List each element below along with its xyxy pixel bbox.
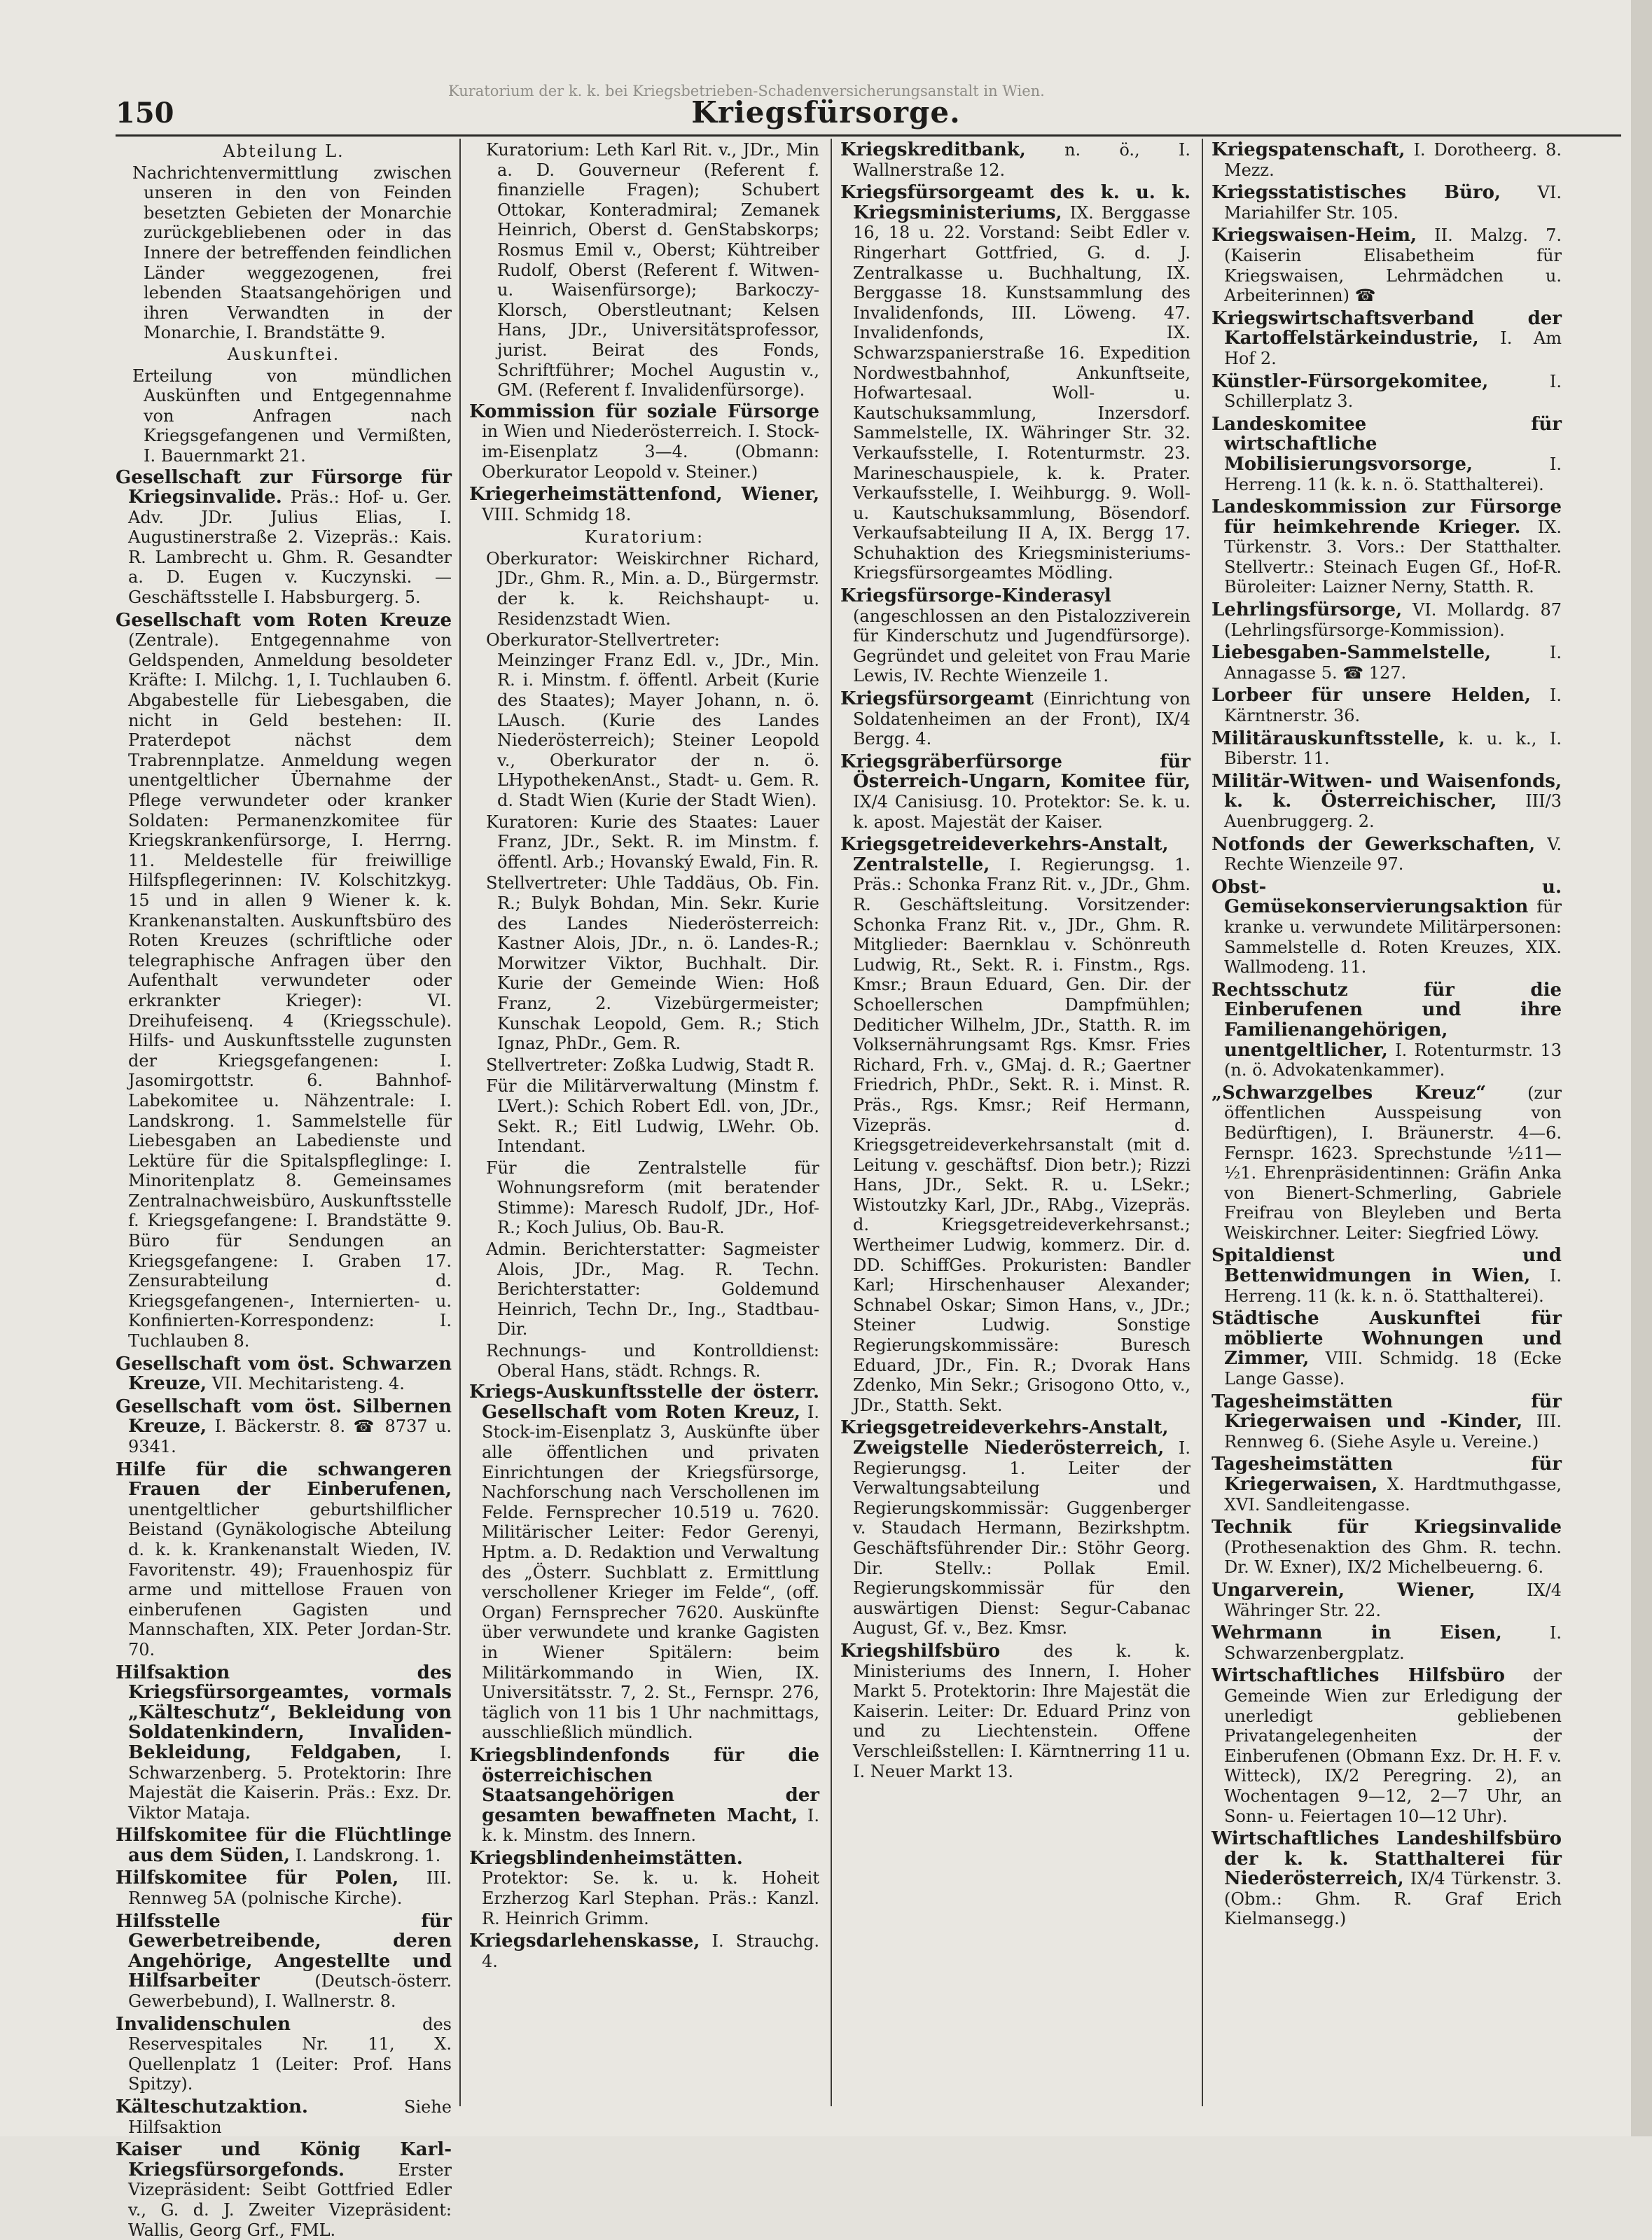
directory-entry xyxy=(1212,1666,1562,1826)
directory-entry xyxy=(116,345,452,365)
entry-heading: Hilfe für die schwangeren Frauen der Einberufenen, xyxy=(116,1459,452,1501)
directory-entry xyxy=(1212,183,1562,223)
entry-text: Erteilung von mündlichen Auskünften und Entgegennahme von Anfragen nach Kriegsgefangenen und Vermißten, I. Bauernmarkt 21. xyxy=(132,366,452,466)
directory-entry xyxy=(116,1460,452,1660)
directory-entry xyxy=(840,1418,1191,1639)
entry-text: Nachrichtenvermittlung zwischen unseren in den von Feinden besetzten Gebieten der Monarchie zurückgebliebenen oder in das Innere der betreffenden feindlichen Länder weggezogenen, frei lebenden Staatsangehörigen und ihren Verwandten in der Monarchie, I. Brandstätte 9. xyxy=(132,162,452,343)
entry-text: des k. k. Ministeriums des Innern, I. Hoher Markt 5. Protektorin: Ihre Majestät die Kaiserin. Leiter: Dr. Eduard Prinz von und zu Liechtenstein. Offene Verschleißstellen: I. Kärntnerring 11 u. I. Neuer Markt 13. xyxy=(853,1641,1191,1781)
column-divider xyxy=(831,139,832,2106)
entry-heading: Kommission für soziale Fürsorge xyxy=(469,401,819,422)
entry-text: n. ö., I. Wallnerstraße 12. xyxy=(853,140,1191,180)
directory-entry xyxy=(1212,600,1562,640)
entry-text: IX. Berggasse 16, 18 u. 22. Vorstand: Seibt Edler v. Ringerhart Gottfried, G. d. J. Zentralkasse u. Buchhaltung, IX. Berggasse 18. Kunstsammlung des Invalidenfonds, III. Löweng. 47. Invalidenfonds, IX. Schwarzspanierstraße 16. Expedition Nordwestbahnhof, Ankunftseite, Hofwartesaal. Woll- u. Kautschuksammlung, Inzersdorf. Sammelstelle, IX. Währinger Str. 32. Verkaufsstelle, I. Rotenturmstr. 23. Marineschauspiele, k. k. Prater. Verkaufsstelle, I. Weihburgg. 9. Woll- u. Kautschuksammlung, Bösendorf. Verkaufsabteilung II A, IX. Bergg 17. Schuhaktion des Kriegsministeriums-Kriegsfürsorgeamtes Mödling. xyxy=(853,202,1191,583)
entry-heading: Notfonds der Gewerkschaften, xyxy=(1212,833,1536,855)
entry-text: II. Malzg. 7. (Kaiserin Elisabetheim für Kriegswaisen, Lehrmädchen u. Arbeiterinnen) ☎ xyxy=(1224,225,1562,306)
entry-heading: Kriegsblindenheimstätten. xyxy=(469,1847,743,1869)
directory-entry xyxy=(469,1931,819,1971)
entry-text: I. Landskrong. 1. xyxy=(295,1845,441,1865)
directory-entry xyxy=(1212,980,1562,1080)
entry-heading: Kriegswaisen-Heim, xyxy=(1212,225,1417,246)
entry-heading: Kälteschutzaktion. xyxy=(116,2096,308,2117)
entry-heading: Kriegsstatistisches Büro, xyxy=(1212,182,1501,204)
entry-text: Für die Militärverwaltung (Minstm f. LVert.): Schich Robert Edl. von, JDr., Sekt. R.; Eitl Ludwig, LWehr. Ob. Intendant. xyxy=(486,1076,819,1157)
column-3 xyxy=(840,140,1191,2108)
entry-text: VII. Mechitaristeng. 4. xyxy=(211,1374,405,1394)
directory-entry xyxy=(840,1641,1191,1781)
entry-text: I. Herreng. 11 (k. k. n. ö. Statthalterei). xyxy=(1224,454,1562,494)
entry-heading: Kriegsdarlehenskasse, xyxy=(469,1931,700,1952)
column-divider xyxy=(1202,139,1203,2106)
entry-heading: Kriegsgetreideverkehrs-Anstalt, Zweigstelle Niederösterreich, xyxy=(840,1417,1169,1459)
directory-entry xyxy=(486,1076,819,1156)
directory-entry xyxy=(1212,140,1562,180)
directory-entry xyxy=(1212,497,1562,597)
entry-text: in Wien und Niederösterreich. I. Stock-im-Eisenplatz 3—4. (Obmann: Oberkurator Leopold v. Steiner.) xyxy=(482,422,819,482)
entry-text: I. Regierungsg. 1. Präs.: Schonka Franz Rit. v., JDr., Ghm. R. Geschäftsleitung. Vorsitzender: Schonka Franz Rit. v., JDr., Ghm. R. Mitglieder: Baernklau v. Schönreuth Ludwig, Rt., Sekt. R. i. Finstm., Rgs. Kmsr.; Braun Eduard, Gen. Dir. der Schoellerschen Dampfmühlen; Dediticher Wilhelm, JDr., Statth. R. im Volksernährungsamt Rgs. Kmsr. Fries Richard, Frh. v., GMaj. d. R.; Gaertner Friedrich, PhDr., Sekt. R. i. Minst. R. Präs., Rgs. Kmsr.; Reif Hermann, Vizepräs. d. Kriegsgetreideverkehrsanstalt (mit d. Leitung v. geschäftsf. Dion betr.); Rizzi Hans, JDr., Sekt. R. u. LSekr.; Wistoutzky Karl, JDr., RAbg., Vizepräs. d. Kriegsgetreideverkehrsanst.; Wertheimer Ludwig, kommerz. Dir. d. DD. SchiffGes. Prokuristen: Bandler Karl; Hirschenhauser Alexander; Schnabel Oskar; Simon Hans, v., JDr.; Steiner Ludwig. Sonstige Regierungskommissäre: Buresch Eduard, JDr., Fin. R.; Dvorak Hans Zdenko, Min Sekr.; Grisogono Otto, v., JDr., Statth. Sekt. xyxy=(853,854,1191,1415)
directory-entry xyxy=(1212,1309,1562,1389)
entry-text: (Prothesenaktion des Ghm. R. techn. Dr. W. Exner), IX/2 Michelbeuerng. 6. xyxy=(1224,1537,1562,1578)
directory-entry xyxy=(486,1055,819,1076)
entry-heading: Kriegsblindenfonds für die österreichischen Staatsangehörigen der gesamten bewaffneten Macht, xyxy=(469,1744,819,1826)
column-divider xyxy=(459,139,461,2106)
entry-heading: Kriegerheimstättenfond, Wiener, xyxy=(469,484,819,506)
entry-text: I. Kärntnerstr. 36. xyxy=(1224,686,1562,726)
directory-entry xyxy=(132,366,452,466)
entry-heading: Kriegsgräberfürsorge für Österreich-Ungarn, Komitee für, xyxy=(840,751,1191,793)
entry-heading: Kriegspatenschaft, xyxy=(1212,139,1405,160)
directory-entry xyxy=(486,1341,819,1381)
directory-entry xyxy=(840,752,1191,832)
entry-text: Protektor: Se. k. u. k. Hoheit Erzherzog Karl Stephan. Präs.: Kanzl. R. Heinrich Grimm. xyxy=(482,1868,819,1928)
entry-text: IX/4 Canisiusg. 10. Protektor: Se. k. u. k. apost. Majestät der Kaiser. xyxy=(853,792,1191,832)
entry-text: (Einrichtung von Soldatenheimen an der Front), IX/4 Bergg. 4. xyxy=(853,689,1191,749)
entry-text: (angeschlossen an den Pistalozziverein für Kinderschutz und Jugendfürsorge). Gegründet und geleitet von Frau Marie Lewis, IV. Rechte Wienzeile 1. xyxy=(853,606,1191,686)
directory-entry xyxy=(1212,772,1562,832)
entry-heading: Technik für Kriegsinvalide xyxy=(1212,1517,1562,1538)
directory-entry xyxy=(1212,643,1562,683)
directory-entry xyxy=(469,527,819,548)
entry-heading: Liebesgaben-Sammelstelle, xyxy=(1212,642,1492,664)
directory-entry xyxy=(1212,835,1562,875)
page-number: 150 xyxy=(116,97,174,130)
entry-heading: Kriegs-Auskunftsstelle der österr. Gesellschaft vom Roten Kreuz, xyxy=(469,1382,819,1423)
page-title: Kriegsfürsorge. xyxy=(691,95,961,130)
directory-entry xyxy=(840,689,1191,749)
entry-text: VI. Mollardg. 87 (Lehrlingsfürsorge-Kommission). xyxy=(1224,600,1562,640)
directory-entry xyxy=(1212,1392,1562,1452)
header-rule xyxy=(116,134,1621,137)
directory-entry xyxy=(116,611,452,1351)
entry-heading: Wirtschaftliches Landeshilfsbüro der k. k. Statthalterei für Niederösterreich, xyxy=(1212,1828,1562,1890)
entry-text: VIII. Schmidg. 18 (Ecke Lange Gasse). xyxy=(1224,1349,1562,1389)
running-head: Kuratorium der k. k. bei Kriegsbetrieben-Schadenversicherungsanstalt in Wien. xyxy=(448,83,1045,99)
entry-heading: Kriegshilfsbüro xyxy=(840,1640,1001,1662)
column-4 xyxy=(1212,140,1562,2108)
directory-entry xyxy=(116,2140,452,2240)
entry-heading: Ungarverein, Wiener, xyxy=(1212,1579,1476,1601)
entry-heading: Invalidenschulen xyxy=(116,2013,291,2035)
entry-heading: Kaiser und König Karl-Kriegsfürsorgefonds. xyxy=(116,2139,452,2180)
entry-heading: Kriegsfürsorgeamt des k. u. k. Kriegsministeriums, xyxy=(840,182,1191,223)
directory-entry xyxy=(116,1354,452,1394)
directory-entry xyxy=(1212,877,1562,978)
entry-heading: Kriegskreditbank, xyxy=(840,139,1026,160)
entry-text: unentgeltlicher geburtshilflicher Beistand (Gynäkologische Abteilung d. k. k. Krankenanstalt Wieden, IV. Favoritenstr. 49); Frauenhospiz für arme und mittellose Frauen von einberufenen Gagisten und Mannschaften, XIX. Peter Jordan-Str. 70. xyxy=(128,1499,452,1660)
entry-text: k. u. k., I. Biberstr. 11. xyxy=(1224,728,1562,769)
entry-text: Stellvertreter: Zoßka Ludwig, Stadt R. xyxy=(486,1055,815,1075)
entry-text: IX/4 Türkenstr. 3. (Obm.: Ghm. R. Graf Erich Kielmansegg.) xyxy=(1224,1869,1562,1929)
entry-heading: Lorbeer für unsere Helden, xyxy=(1212,685,1531,707)
directory-entry xyxy=(1212,372,1562,412)
entry-heading: „Schwarzgelbes Kreuz“ xyxy=(1212,1082,1487,1104)
entry-text: V. Rechte Wienzeile 97. xyxy=(1224,834,1562,875)
entry-text: I. Rotenturmstr. 13 (n. ö. Advokatenkammer). xyxy=(1224,1040,1562,1080)
entry-text: Stellvertreter: Uhle Taddäus, Ob. Fin. R.; Bulyk Bohdan, Min. Sekr. Kurie des Landes Niederösterreich: Kastner Alois, JDr., n. ö. Landes-R.; Morwitzer Viktor, Buchhalt. Dir. Kurie der Gemeinde Wien: Hoß Franz, 2. Vizebürgermeister; Kunschak Leopold, Gem. R.; Stich Ignaz, PhDr., Gem. R. xyxy=(486,873,819,1054)
entry-heading: Hilfsstelle für Gewerbetreibende, deren Angehörige, Angestellte und Hilfsarbeiter xyxy=(116,1910,452,1992)
directory-entry xyxy=(1212,309,1562,369)
entry-text: I. Herreng. 11 (k. k. n. ö. Statthalterei). xyxy=(1224,1266,1562,1306)
entry-text: I. Am Hof 2. xyxy=(1224,328,1562,368)
entry-text: Kuratorium: xyxy=(584,527,704,548)
column-1 xyxy=(116,140,452,2240)
directory-entry xyxy=(116,468,452,608)
directory-entry xyxy=(1212,1246,1562,1306)
entry-text: des Reservespitales Nr. 11, X. Quellenplatz 1 (Leiter: Prof. Hans Spitzy). xyxy=(128,2014,452,2094)
directory-entry xyxy=(116,1825,452,1865)
directory-entry xyxy=(840,183,1191,583)
entry-heading: Spitaldienst und Bettenwidmungen in Wien, xyxy=(1212,1245,1562,1287)
entry-heading: Gesellschaft vom öst. Silbernen Kreuze, xyxy=(116,1396,452,1438)
directory-entry xyxy=(469,402,819,482)
directory-entry xyxy=(486,549,819,629)
directory-entry xyxy=(486,1239,819,1340)
entry-heading: Hilfsaktion des Kriegsfürsorgeamtes, vormals „Kälteschutz“, Bekleidung von Soldatenkindern, Invaliden-Bekleidung, Feldgaben, xyxy=(116,1662,452,1763)
entry-text: Abteilung L. xyxy=(223,141,345,161)
directory-entry xyxy=(116,1397,452,1457)
directory-entry xyxy=(116,1912,452,2012)
entry-text: VIII. Schmidg 18. xyxy=(482,504,632,524)
entry-heading: Lehrlingsfürsorge, xyxy=(1212,599,1403,621)
entry-heading: Militärauskunftsstelle, xyxy=(1212,728,1445,749)
entry-text: Für die Zentralstelle für Wohnungsreform (mit beratender Stimme): Maresch Rudolf, JDr., Hof-R.; Koch Julius, Ob. Bau-R. xyxy=(486,1157,819,1238)
entry-text: IX. Türkenstr. 3. Vors.: Der Statthalter. Stellvertr.: Steinach Eugen Gf., Hof-R. Büroleiter: Laizner Nerny, Statth. R. xyxy=(1224,517,1562,597)
directory-entry xyxy=(1212,729,1562,769)
entry-heading: Hilfskomitee für die Flüchtlinge aus dem Süden, xyxy=(116,1825,452,1866)
entry-text: Präs.: Hof- u. Ger. Adv. JDr. Julius Elias, I. Augustinerstraße 2. Vizepräs.: Kais. R. Lambrecht u. Ghm. R. Gesandter a. D. Eugen v. Kuczynski. — Geschäftsstelle I. Habsburgerg. 5. xyxy=(128,487,452,608)
entry-text: I. Schwarzenbergplatz. xyxy=(1224,1623,1562,1663)
entry-heading: Obst- u. Gemüsekonservierungsaktion xyxy=(1212,876,1562,918)
entry-heading: Militär-Witwen- und Waisenfonds, k. k. Österreichischer, xyxy=(1212,770,1562,812)
entry-heading: Kriegswirtschaftsverband der Kartoffelstärkeindustrie, xyxy=(1212,307,1562,349)
page-edge xyxy=(1631,0,1652,2136)
entry-heading: Wirtschaftliches Hilfsbüro xyxy=(1212,1665,1506,1687)
entry-text: III/3 Auenbruggerg. 2. xyxy=(1224,791,1562,831)
entry-heading: Landeskomitee für wirtschaftliche Mobilisierungsvorsorge, xyxy=(1212,413,1562,475)
directory-entry xyxy=(116,141,452,162)
entry-text: I. k. k. Minstm. des Innern. xyxy=(482,1805,819,1846)
directory-entry xyxy=(1212,1580,1562,1620)
entry-heading: Tagesheimstätten für Kriegerwaisen, xyxy=(1212,1454,1562,1495)
entry-text: I. Stock-im-Eisenplatz 3, Auskünfte über alle öffentlichen und privaten Einrichtungen der Kriegsfürsorge, Nachforschung nach Verschollenen im Felde. Fernsprecher 10.519 u. 7620. Militärischer Leiter: Fedor Gerenyi, Hptm. a. D. Redaktion und Verwaltung des „Österr. Suchblatt z. Ermittlung verschollener Krieger im Felde“, (off. Organ) Fernsprecher 7620. Auskünfte über verwundete und kranke Gagisten in Wiener Spitälern: beim Militärkommando in Wien, IX. Universitätsstr. 7, 2. St., Fernspr. 276, täglich von 11 bis 1 Uhr nachmittags, ausschließlich mündlich. xyxy=(482,1402,819,1743)
entry-text: X. Hardtmuthgasse, XVI. Sandleitengasse. xyxy=(1224,1475,1562,1515)
directory-entry xyxy=(1212,1083,1562,1244)
entry-text: I. Annagasse 5. ☎ 127. xyxy=(1224,643,1562,683)
entry-heading: Kriegsgetreideverkehrs-Anstalt, Zentralstelle, xyxy=(840,834,1169,875)
directory-entry xyxy=(486,873,819,1053)
directory-entry xyxy=(469,1849,819,1928)
directory-entry xyxy=(116,1868,452,1908)
entry-text: Erster Vizepräsident: Seibt Gottfried Edler v., G. d. J. Zweiter Vizepräsident: Wallis, Georg Grf., FML. xyxy=(128,2159,452,2240)
entry-text: Oberkurator: Weiskirchner Richard, JDr., Ghm. R., Min. a. D., Bürgermstr. der k. k. Reichshaupt- u. Residenzstadt Wien. xyxy=(486,548,819,629)
entry-text: I. Dorotheerg. 8. Mezz. xyxy=(1224,140,1562,180)
directory-entry xyxy=(486,630,819,810)
entry-text: Rechnungs- und Kontrolldienst: Oberal Hans, städt. Rchngs. R. xyxy=(486,1341,819,1381)
entry-heading: Städtische Auskunftei für möblierte Wohnungen und Zimmer, xyxy=(1212,1308,1562,1370)
directory-entry xyxy=(116,2097,452,2137)
entry-text: III. Rennweg 6. (Siehe Asyle u. Vereine.) xyxy=(1224,1412,1562,1452)
entry-text: III. Rennweg 5A (polnische Kirche). xyxy=(128,1868,452,1909)
column-2 xyxy=(469,140,819,2108)
entry-text: Auskunftei. xyxy=(227,344,340,364)
entry-heading: Kriegsfürsorgeamt xyxy=(840,688,1034,710)
entry-text: VI. Mariahilfer Str. 105. xyxy=(1224,183,1562,223)
directory-entry xyxy=(1212,1517,1562,1578)
directory-entry xyxy=(840,835,1191,1415)
directory-entry xyxy=(116,1663,452,1823)
directory-entry xyxy=(1212,1623,1562,1663)
entry-text: Kuratorium: Leth Karl Rit. v., JDr., Min a. D. Gouverneur (Referent f. finanzielle Fragen); Schubert Ottokar, Konteradmiral; Zemanek Heinrich, Oberst d. GenStabskorps; Rosmus Emil v., Oberst; Kühtreiber Rudolf, Oberst (Referent f. Witwen- u. Waisenfürsorge); Barkoczy-Klorsch, Oberstleutnant; Kelsen Hans, JDr., Universitätsprofessor, jurist. Beirat des Fonds, Schriftführer; Mochel Augustin v., GM. (Referent f. Invalidenfürsorge). xyxy=(486,140,819,401)
entry-text: Admin. Berichterstatter: Sagmeister Alois, JDr., Mag. R. Techn. Berichterstatter: Goldemund Heinrich, Techn Dr., Ing., Stadtbau-Dir. xyxy=(486,1239,819,1340)
entry-heading: Gesellschaft zur Fürsorge für Kriegsinvalide. xyxy=(116,466,452,508)
directory-entry xyxy=(840,586,1191,686)
directory-entry xyxy=(486,140,819,401)
directory-entry xyxy=(1212,1454,1562,1515)
entry-heading: Hilfskomitee für Polen, xyxy=(116,1867,399,1889)
entry-heading: Landeskommission zur Fürsorge für heimkehrende Krieger. xyxy=(1212,496,1562,538)
entry-text: für kranke u. verwundete Militärpersonen: Sammelstelle d. Roten Kreuzes, XIX. Wallmodeng. 11. xyxy=(1224,897,1562,978)
directory-entry xyxy=(486,1158,819,1238)
entry-text: IX/4 Währinger Str. 22. xyxy=(1224,1580,1562,1620)
directory-entry xyxy=(132,163,452,343)
entry-heading: Wehrmann in Eisen, xyxy=(1212,1622,1502,1644)
directory-entry xyxy=(840,140,1191,180)
entry-text: (Zentrale). Entgegennahme von Geldspenden, Anmeldung besoldeter Kräfte: I. Milchg. 1, I. Tuchlauben 6. Abgabestelle für Liebesgaben, die nicht in Geld bestehen: II. Praterdepot nächst dem Trabrennplatze. Anmeldung wegen unentgeltlicher Übernahme der Pflege verwundeter oder kranker Soldaten: Permanenzkomitee für Kriegskrankenfürsorge, I. Herrng. 11. Meldestelle für freiwillige Hilfspflegerinnen: IV. Kolschitzkyg. 15 und in allen 9 Wiener k. k. Krankenanstalten. Auskunftsbüro des Roten Kreuzes (schriftliche oder telegraphische Anfragen über den Aufenthalt verwundeter oder erkrankter Krieger): VI. Dreihufeisenq. 4 (Kriegsschule). Hilfs- und Auskunftsstelle zugunsten der Kriegsgefangenen: I. Jasomirgottstr. 6. Bahnhof-Labekomitee u. Nähzentrale: I. Landskrong. 1. Sammelstelle für Liebesgaben an Labedienste und Lektüre für die Spitalspfleglinge: I. Minoritenplatz 8. Gemeinsames Zentralnachweisbüro, Auskunftsstelle f. Kriegsgefangene: I. Brandstätte 9. Büro für Sendungen an Kriegsgefangene: I. Graben 17. Zensurabteilung d. Kriegsgefangenen-, Internierten- u. Konfinierten-Korrespondenz: I. Tuchlauben 8. xyxy=(128,630,452,1351)
entry-text: (zur öffentlichen Ausspeisung von Bedürftigen), I. Bräunerstr. 4—6. Fernspr. 1623. Sprechstunde ½11—½1. Ehrenpräsidentinnen: Gräfin Anka von Bienert-Schmerling, Gabriele Freifrau von Bleyleben und Berta Weiskirchner. Leiter: Siegfried Löwy. xyxy=(1224,1083,1562,1243)
directory-entry xyxy=(1212,686,1562,725)
directory-entry xyxy=(1212,415,1562,494)
directory-entry xyxy=(116,2015,452,2094)
directory-entry xyxy=(1212,225,1562,305)
entry-text: Kuratoren: Kurie des Staates: Lauer Franz, JDr., Sekt. R. im Minstm. f. öffentl. Arb.; Hovanský Ewald, Fin. R. xyxy=(486,812,819,872)
entry-text: I. Bäckerstr. 8. ☎ 8737 u. 9341. xyxy=(128,1417,452,1456)
entry-text: (Deutsch-österr. Gewerbebund), I. Wallnerstr. 8. xyxy=(128,1971,452,2012)
directory-entry xyxy=(469,1382,819,1743)
entry-heading: Tagesheimstätten für Kriegerwaisen und -Kinder, xyxy=(1212,1391,1562,1433)
entry-text: Oberkurator-Stellvertreter: Meinzinger Franz Edl. v., JDr., Min. R. i. Minstm. f. öffentl. Arbeit (Kurie des Staates); Mayer Johann, n. ö. LAusch. (Kurie des Landes Niederösterreich); Steiner Leopold v., Oberkurator der n. ö. LHypothekenAnst., Stadt- u. Gem. R. d. Stadt Wien (Kurie der Stadt Wien). xyxy=(486,630,819,810)
entry-text: I. Strauchg. 4. xyxy=(482,1931,819,1971)
directory-entry xyxy=(486,812,819,872)
entry-text: Siehe Hilfsaktion xyxy=(128,2097,452,2137)
directory-entry xyxy=(1212,1829,1562,1929)
entry-text: I. Schwarzenberg. 5. Protektorin: Ihre Majestät die Kaiserin. Präs.: Exz. Dr. Viktor Mataja. xyxy=(128,1742,452,1823)
entry-heading: Gesellschaft vom öst. Schwarzen Kreuze, xyxy=(116,1353,452,1395)
entry-heading: Künstler-Fürsorgekomitee, xyxy=(1212,370,1489,392)
entry-heading: Kriegsfürsorge-Kinderasyl xyxy=(840,585,1111,607)
entry-heading: Rechtsschutz für die Einberufenen und ihre Familienangehörigen, unentgeltlicher, xyxy=(1212,979,1562,1061)
directory-entry xyxy=(469,1746,819,1846)
entry-text: I. Schillerplatz 3. xyxy=(1224,371,1562,412)
entry-text: I. Regierungsg. 1. Leiter der Verwaltungsabteilung und Regierungskommissär: Guggenberger v. Staudach Hermann, Bezirkshptm. Geschäftsführender Dir.: Stöhr Georg. Dir. Stellv.: Pollak Emil. Regierungskommissär für den auswärtigen Dienst: Segur-Cabanac August, Gf. v., Bez. Kmsr. xyxy=(853,1438,1191,1639)
entry-text: der Gemeinde Wien zur Erledigung der unerledigt gebliebenen Privatangelegenheiten der Einberufenen (Obmann Exz. Dr. H. F. v. Witteck), IX/2 Peregring. 2), an Wochentagen 9—12, 2—7 Uhr, an Sonn- u. Feiertagen 10—12 Uhr). xyxy=(1224,1666,1562,1826)
directory-entry xyxy=(469,485,819,524)
entry-heading: Gesellschaft vom Roten Kreuze xyxy=(116,609,452,631)
